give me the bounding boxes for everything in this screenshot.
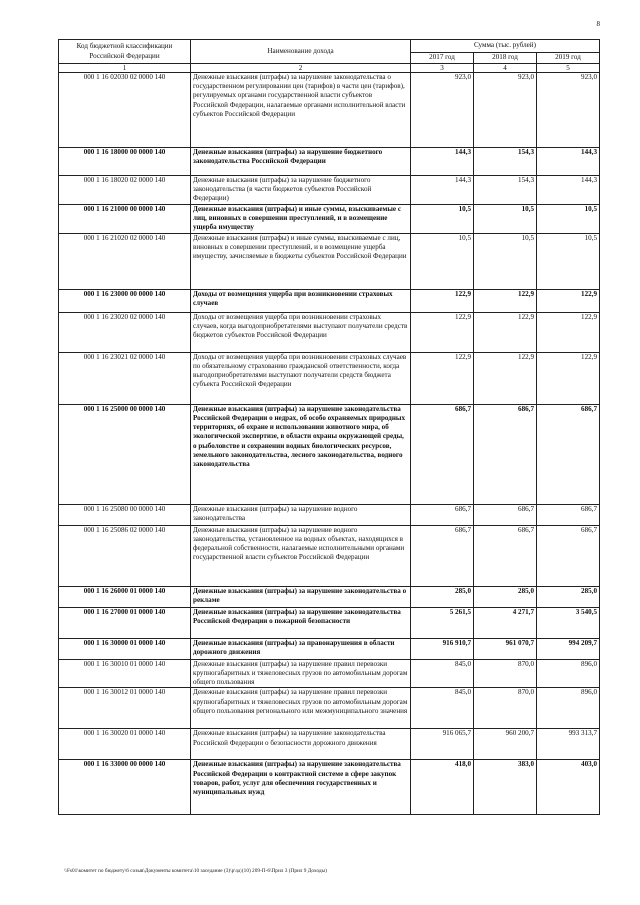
row-code: 000 1 16 23021 02 0000 140 <box>59 352 191 404</box>
table-row <box>59 638 600 659</box>
row-code: 000 1 16 30012 01 0000 140 <box>59 688 191 729</box>
row-name: Доходы от возмещения ущерба при возникновении страховых случаев <box>191 289 411 312</box>
row-name: Денежные взыскания (штрафы) и иные суммы, взыскиваемые с лиц, виновных в совершении преступлений, и в возмещение ущерба имуществу, зачисляемые в бюджеты субъектов Российской Федерации <box>191 233 411 289</box>
table-row <box>59 586 600 607</box>
row-value-2018: 686,7 <box>474 525 537 586</box>
row-value-2017: 144,3 <box>411 148 474 176</box>
row-value-2017: 916 065,7 <box>411 729 474 760</box>
row-name: Денежные взыскания (штрафы) и иные суммы, взыскиваемые с лиц, виновных в совершении преступлений, и в возмещение ущерба имуществу <box>191 204 411 233</box>
row-code: 000 1 16 25080 00 0000 140 <box>59 504 191 525</box>
row-value-2017: 686,7 <box>411 504 474 525</box>
row-value-2018: 961 070,7 <box>474 638 537 659</box>
row-value-2018: 10,5 <box>474 204 537 233</box>
table-row <box>59 504 600 525</box>
row-value-2019: 122,9 <box>537 312 600 352</box>
row-name: Денежные взыскания (штрафы) за правонарушения в области дорожного движения <box>191 638 411 659</box>
row-value-2018: 122,9 <box>474 289 537 312</box>
row-value-2017: 122,9 <box>411 352 474 404</box>
row-value-2018: 154,3 <box>474 148 537 176</box>
column-number: 1 <box>59 64 191 73</box>
row-value-2019: 10,5 <box>537 204 600 233</box>
row-value-2018: 285,0 <box>474 586 537 607</box>
row-value-2019: 686,7 <box>537 404 600 504</box>
row-value-2019: 686,7 <box>537 504 600 525</box>
header-code: Код бюджетной классификации Российской Федерации <box>59 40 191 64</box>
row-name: Денежные взыскания (штрафы) за нарушение законодательства Российской Федерации о контрактной системе в сфере закупок товаров, работ, услуг для обеспечения государственных и муниципальных нужд <box>191 760 411 815</box>
row-code: 000 1 16 21020 02 0000 140 <box>59 233 191 289</box>
table-row <box>59 688 600 729</box>
table-row <box>59 659 600 688</box>
row-name: Денежные взыскания (штрафы) за нарушение законодательства о рекламе <box>191 586 411 607</box>
row-value-2017: 916 910,7 <box>411 638 474 659</box>
column-number: 3 <box>411 64 474 73</box>
row-value-2017: 122,9 <box>411 312 474 352</box>
row-value-2019: 285,0 <box>537 586 600 607</box>
row-code: 000 1 16 30020 01 0000 140 <box>59 729 191 760</box>
row-code: 000 1 16 27000 01 0000 140 <box>59 607 191 638</box>
table-row <box>59 607 600 638</box>
row-code: 000 1 16 18000 00 0000 140 <box>59 148 191 176</box>
row-value-2017: 686,7 <box>411 404 474 504</box>
row-code: 000 1 16 30000 01 0000 140 <box>59 638 191 659</box>
row-code: 000 1 16 25000 00 0000 140 <box>59 404 191 504</box>
row-value-2017: 418,0 <box>411 760 474 815</box>
column-number: 2 <box>191 64 411 73</box>
column-number: 4 <box>474 64 537 73</box>
row-name: Денежные взыскания (штрафы) за нарушение водного законодательства <box>191 504 411 525</box>
row-code: 000 1 16 21000 00 0000 140 <box>59 204 191 233</box>
row-code: 000 1 16 30010 01 0000 140 <box>59 659 191 688</box>
row-value-2019: 10,5 <box>537 233 600 289</box>
header-year-2019: 2019 год <box>537 53 600 64</box>
row-value-2019: 122,9 <box>537 289 600 312</box>
row-value-2019: 144,3 <box>537 148 600 176</box>
row-value-2017: 10,5 <box>411 204 474 233</box>
row-value-2017: 845,0 <box>411 688 474 729</box>
table-row <box>59 204 600 233</box>
page-number: 8 <box>596 20 600 28</box>
table-row <box>59 729 600 760</box>
table-row <box>59 312 600 352</box>
row-name: Денежные взыскания (штрафы) за нарушение бюджетного законодательства (в части бюджетов субъектов Российской Федерации) <box>191 176 411 205</box>
row-value-2019: 686,7 <box>537 525 600 586</box>
table-row <box>59 176 600 205</box>
file-path-footer: \\Fs01\комитет по бюджету\6 созыв\Документы комитета\10 заседание (3)\р\зд\(10) 209-П-6\Прил 3 (Прил 9 Доходы) <box>64 868 327 874</box>
column-number: 5 <box>537 64 600 73</box>
row-value-2019: 896,0 <box>537 688 600 729</box>
row-code: 000 1 16 18020 02 0000 140 <box>59 176 191 205</box>
row-name: Денежные взыскания (штрафы) за нарушение законодательства Российской Федерации о недрах, об особо охраняемых природных территориях, об охране и использовании животного мира, об экологической экспертизе, в области охраны окружающей среды, о рыболовстве и сохранении водных биологических ресурсов, земельного законодательства, лесного законодательства, водного законодательства <box>191 404 411 504</box>
row-value-2018: 122,9 <box>474 352 537 404</box>
row-value-2018: 122,9 <box>474 312 537 352</box>
table-body <box>59 73 600 815</box>
row-value-2019: 994 209,7 <box>537 638 600 659</box>
row-value-2017: 144,3 <box>411 176 474 205</box>
row-value-2019: 122,9 <box>537 352 600 404</box>
column-number-row <box>59 64 600 73</box>
row-value-2018: 960 200,7 <box>474 729 537 760</box>
header-year-2017: 2017 год <box>411 53 474 64</box>
row-name: Денежные взыскания (штрафы) за нарушение водного законодательства, установленное на водных объектах, находящихся в федеральной собственности, налагаемые исполнительными органами государственной власти субъектов Российской Федерации <box>191 525 411 586</box>
row-code: 000 1 16 02030 02 0000 140 <box>59 73 191 148</box>
row-name: Денежные взыскания (штрафы) за нарушение законодательства Российской Федерации о пожарной безопасности <box>191 607 411 638</box>
row-value-2017: 285,0 <box>411 586 474 607</box>
table-row <box>59 233 600 289</box>
row-value-2018: 686,7 <box>474 504 537 525</box>
row-code: 000 1 16 23020 02 0000 140 <box>59 312 191 352</box>
row-value-2018: 686,7 <box>474 404 537 504</box>
row-value-2019: 923,0 <box>537 73 600 148</box>
header-sum: Сумма (тыс. рублей) <box>411 40 600 53</box>
row-code: 000 1 16 26000 01 0000 140 <box>59 586 191 607</box>
table-row <box>59 73 600 148</box>
row-code: 000 1 16 23000 00 0000 140 <box>59 289 191 312</box>
row-value-2018: 154,3 <box>474 176 537 205</box>
row-name: Денежные взыскания (штрафы) за нарушение законодательства о государственном регулировании цен (тарифов) в части цен (тарифов), регулируемых органами государственной власти субъектов Российской Федерации, налагаемые органами исполнительной власти субъектов Российской Федерации <box>191 73 411 148</box>
row-name: Денежные взыскания (штрафы) за нарушение правил перевозки крупногабаритных и тяжеловесных грузов по автомобильным дорогам общего пользования <box>191 659 411 688</box>
table-row <box>59 148 600 176</box>
row-value-2019: 896,0 <box>537 659 600 688</box>
table-row <box>59 289 600 312</box>
row-value-2019: 3 540,5 <box>537 607 600 638</box>
row-name: Доходы от возмещения ущерба при возникновении страховых случаев по обязательному страхованию гражданской ответственности, когда выгодоприобретателями выступают получатели средств бюджета субъекта Российской Федерации <box>191 352 411 404</box>
table-row <box>59 404 600 504</box>
row-value-2019: 993 313,7 <box>537 729 600 760</box>
row-value-2017: 122,9 <box>411 289 474 312</box>
row-value-2017: 923,0 <box>411 73 474 148</box>
row-value-2017: 5 261,5 <box>411 607 474 638</box>
row-value-2019: 144,3 <box>537 176 600 205</box>
row-code: 000 1 16 33000 00 0000 140 <box>59 760 191 815</box>
row-value-2018: 10,5 <box>474 233 537 289</box>
header-name: Наименование дохода <box>191 40 411 64</box>
row-name: Денежные взыскания (штрафы) за нарушение законодательства Российской Федерации о безопасности дорожного движения <box>191 729 411 760</box>
header-year-2018: 2018 год <box>474 53 537 64</box>
row-value-2017: 686,7 <box>411 525 474 586</box>
row-name: Денежные взыскания (штрафы) за нарушение правил перевозки крупногабаритных и тяжеловесных грузов по автомобильным дорогам общего пользования регионального или межмуниципального значения <box>191 688 411 729</box>
row-value-2017: 845,0 <box>411 659 474 688</box>
row-value-2017: 10,5 <box>411 233 474 289</box>
row-value-2018: 870,0 <box>474 688 537 729</box>
row-value-2018: 923,0 <box>474 73 537 148</box>
row-value-2019: 403,0 <box>537 760 600 815</box>
row-name: Денежные взыскания (штрафы) за нарушение бюджетного законодательства Российской Федерации <box>191 148 411 176</box>
row-value-2018: 870,0 <box>474 659 537 688</box>
row-name: Доходы от возмещения ущерба при возникновении страховых случаев, когда выгодоприобретателями выступают получатели средств бюджетов субъектов Российской Федерации <box>191 312 411 352</box>
row-value-2018: 383,0 <box>474 760 537 815</box>
table-row <box>59 760 600 815</box>
row-code: 000 1 16 25086 02 0000 140 <box>59 525 191 586</box>
row-value-2018: 4 271,7 <box>474 607 537 638</box>
table-row <box>59 352 600 404</box>
revenue-table <box>58 39 600 815</box>
table-row <box>59 525 600 586</box>
